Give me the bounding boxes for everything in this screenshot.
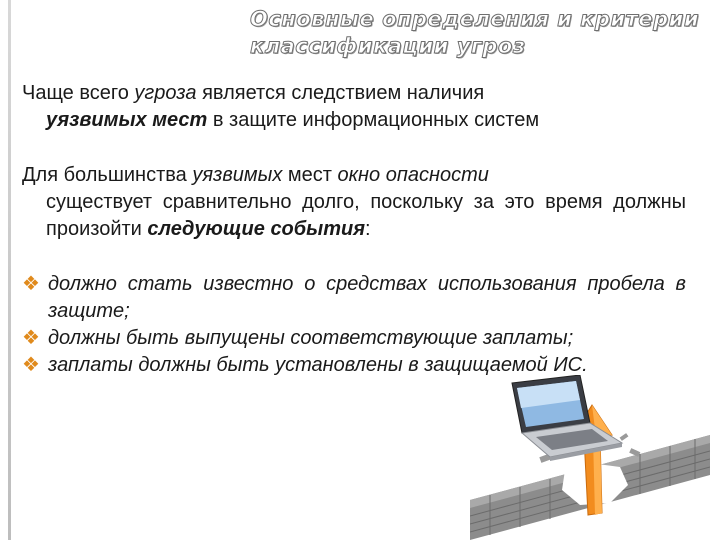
paragraph1-term-threat: угроза: [134, 82, 197, 104]
list-item: [22, 325, 686, 352]
list-item-text: заплаты должны быть установлены в защищаемой ИС.: [48, 354, 588, 376]
slide-left-border: [8, 0, 11, 540]
list-item-text: должно стать известно о средствах использования пробела в защите;: [48, 273, 686, 322]
paragraph2-continuation: [22, 189, 686, 243]
list-item: [22, 271, 686, 325]
laptop-breaking-wall-illustration: [470, 375, 710, 540]
paragraph-window-of-danger: [22, 162, 686, 243]
paragraph2-text: мест: [282, 164, 338, 186]
paragraph2-text: существует сравнительно долго, поскольку за это время должны произойти: [46, 191, 686, 240]
events-list: [22, 271, 686, 379]
slide-title-line2: классификации угроз: [250, 34, 526, 58]
list-item-text: должны быть выпущены соответствующие заплаты;: [48, 327, 574, 349]
paragraph2-term-window: окно опасности: [337, 164, 489, 186]
paragraph1-text: в защите информационных систем: [207, 109, 540, 131]
paragraph1-continuation: [22, 107, 686, 134]
paragraph1-term-vulnerabilities: уязвимых мест: [46, 109, 208, 131]
paragraph2-text: :: [365, 218, 371, 240]
paragraph2-text: Для большинства: [22, 164, 193, 186]
diamond-bullet-icon: ❖: [22, 327, 40, 349]
paragraph2-term-events: следующие события: [147, 218, 366, 240]
slide-title: [250, 6, 710, 60]
diamond-bullet-icon: ❖: [22, 273, 40, 295]
paragraph-threat-cause: [22, 80, 686, 134]
paragraph1-text: Чаще всего: [22, 82, 135, 104]
paragraph1-text: является следствием наличия: [196, 82, 485, 104]
paragraph2-term-vulnerable: уязвимых: [192, 164, 283, 186]
diamond-bullet-icon: ❖: [22, 354, 40, 376]
laptop-icon: [512, 375, 622, 461]
slide-title-line1: Основные определения и критерии: [250, 7, 700, 31]
